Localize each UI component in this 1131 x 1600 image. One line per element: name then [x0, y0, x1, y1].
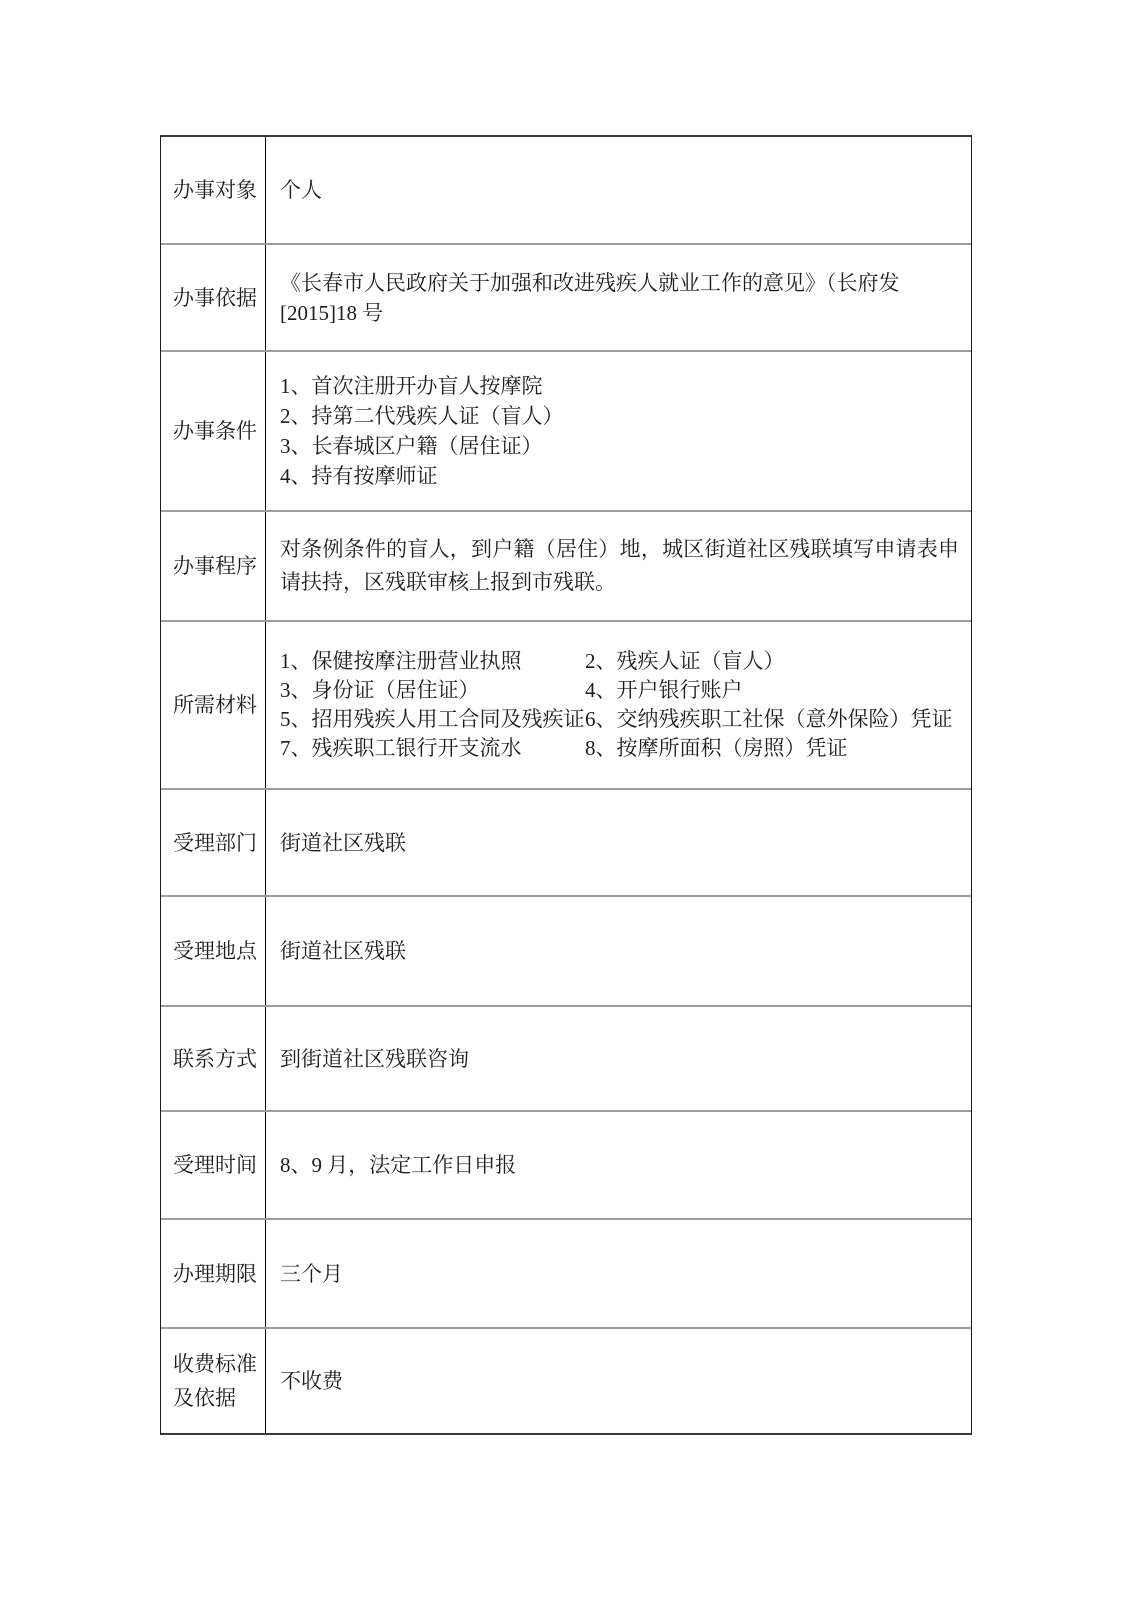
material-item: 8、按摩所面积（房照）凭证: [585, 736, 848, 760]
row-value: [266, 1329, 971, 1433]
row-value-text: 街道社区残联: [280, 939, 406, 963]
material-item: 7、残疾职工银行开支流水: [280, 736, 522, 760]
row-label: 办事依据: [161, 245, 266, 350]
row-accepting-department: [161, 790, 971, 897]
row-fee-standard: [161, 1329, 971, 1433]
service-info-table: [160, 135, 972, 1435]
row-label: 所需材料: [161, 622, 266, 788]
row-value: [266, 790, 971, 895]
row-label: 受理时间: [161, 1112, 266, 1218]
row-value: [266, 245, 971, 350]
row-service-procedure: [161, 512, 971, 622]
condition-item: 4、持有按摩师证: [280, 464, 438, 488]
row-value-text: 到街道社区残联咨询: [280, 1046, 469, 1071]
material-item: 2、残疾人证（盲人）: [585, 649, 785, 673]
row-contact-method: [161, 1007, 971, 1112]
row-value: [266, 622, 971, 788]
material-item: 5、招用残疾人用工合同及残疾证: [280, 707, 585, 731]
condition-item: 1、首次注册开办盲人按摩院: [280, 374, 543, 398]
condition-item: 3、长春城区户籍（居住证）: [280, 434, 543, 458]
row-label: 受理部门: [161, 790, 266, 895]
row-service-basis: [161, 245, 971, 352]
row-accepting-time: [161, 1112, 971, 1220]
row-label: 联系方式: [161, 1007, 266, 1110]
row-value: [266, 352, 971, 510]
material-item: 1、保健按摩注册营业执照: [280, 649, 522, 673]
row-value-text: 8、9 月，法定工作日申报: [280, 1153, 517, 1177]
row-service-conditions: [161, 352, 971, 512]
row-value-text: 街道社区残联: [280, 830, 406, 855]
row-label: 受理地点: [161, 897, 266, 1005]
material-line: [280, 647, 959, 676]
material-line: [280, 705, 959, 734]
row-value: [266, 1112, 971, 1218]
row-required-materials: [161, 622, 971, 790]
row-label: 办事程序: [161, 512, 266, 620]
row-value-text: 不收费: [280, 1369, 343, 1393]
row-service-target: [161, 137, 971, 245]
row-value: [266, 1220, 971, 1327]
row-processing-period: [161, 1220, 971, 1329]
row-accepting-location: [161, 897, 971, 1007]
row-label: 收费标准及依据: [161, 1329, 266, 1433]
row-value: [266, 897, 971, 1005]
material-line: [280, 734, 959, 763]
row-value: [266, 1007, 971, 1110]
row-value: [266, 137, 971, 243]
condition-item: 2、持第二代残疾人证（盲人）: [280, 404, 564, 428]
row-value: [266, 512, 971, 620]
material-item: 4、开户银行账户: [585, 678, 743, 702]
row-label: 办事对象: [161, 137, 266, 243]
material-line: [280, 676, 959, 705]
material-item: 3、身份证（居住证）: [280, 678, 480, 702]
row-label: 办事条件: [161, 352, 266, 510]
row-value-text: 《长春市人民政府关于加强和改进残疾人就业工作的意见》（长府发[2015]18 号: [280, 270, 900, 325]
row-value-text: 三个月: [280, 1261, 343, 1286]
procedure-text: 对条例条件的盲人，到户籍（居住）地，城区街道社区残联填写申请表申请扶持，区残联审核上报到市残联。: [280, 537, 959, 594]
row-label: 办理期限: [161, 1220, 266, 1327]
row-value-text: 个人: [280, 178, 322, 202]
material-item: 6、交纳残疾职工社保（意外保险）凭证: [585, 707, 953, 731]
